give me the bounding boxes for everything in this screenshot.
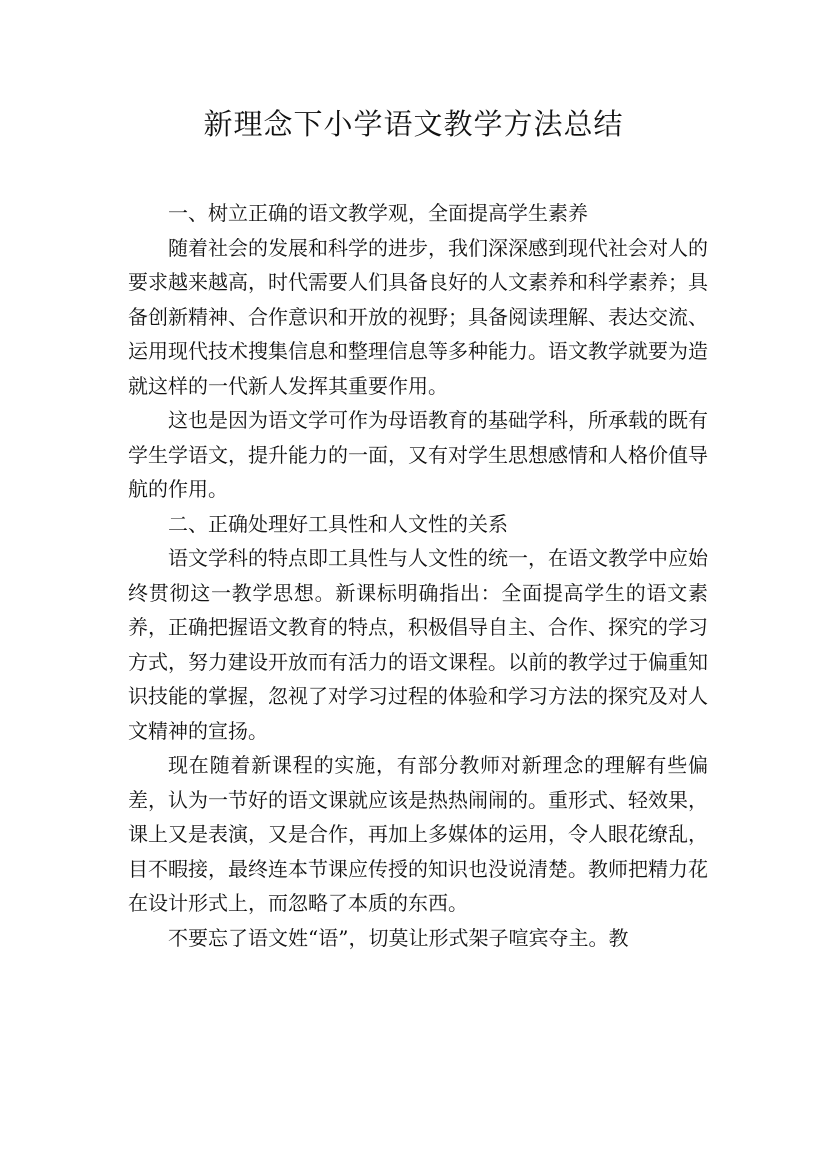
document-body [128,196,708,955]
paragraph: 不要忘了语文姓“语”，切莫让形式架子喧宾夺主。教 [168,925,629,950]
document-title: 新理念下小学语文教学方法总结 [203,107,624,141]
paragraph: 随着社会的发展和科学的进步，我们深深感到现代社会对人的要求越来越高，时代需要人们具备良好的人文素养和科学素养；具备创新精神、合作意识和开放的视野；具备阅读理解、表达交流、运用现代技术搜集信息和整理信息等多种能力。语文教学就要为造就这样的一代新人发挥其重要作用。 [128,235,708,398]
paragraph: 这也是因为语文学可作为母语教育的基础学科，所承载的既有学生学语文，提升能力的一面，又有对学生思想感情和人格价值导航的作用。 [128,408,708,501]
section-heading-2: 二、正确处理好工具性和人文性的关系 [168,511,508,536]
section-heading-1: 一、树立正确的语文教学观，全面提高学生素养 [168,201,588,225]
paragraph: 现在随着新课程的实施，有部分教师对新理念的理解有些偏差，认为一节好的语文课就应该是热热闹闹的。重形式、轻效果，课上又是表演，又是合作，再加上多媒体的运用，令人眼花缭乱，目不暇接，最终连本节课应传授的知识也没说清楚。教师把精力花在设计形式上，而忽略了本质的东西。 [128,753,708,915]
paragraph: 语文学科的特点即工具性与人文性的统一，在语文教学中应始终贯彻这一教学思想。新课标明确指出：全面提高学生的语文素养，正确把握语文教育的特点，积极倡导自主、合作、探究的学习方式，努力建设开放而有活力的语文课程。以前的教学过于偏重知识技能的掌握，忽视了对学习过程的体验和学习方法的探究及对人文精神的宣扬。 [128,546,708,743]
